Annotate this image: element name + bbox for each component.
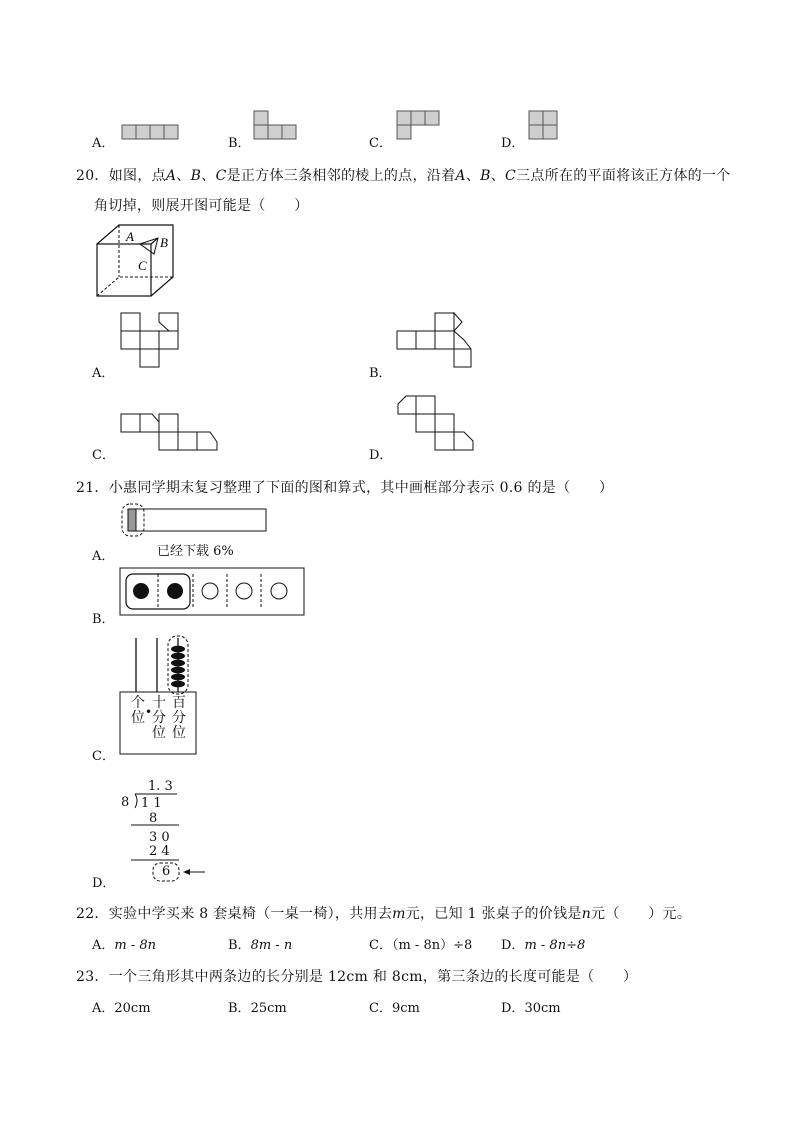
q23-option-c-text: 9cm	[391, 1001, 420, 1016]
q19-option-a-label: A．	[92, 136, 115, 151]
q23-stem: 23．一个三角形其中两条边的长分别是 12cm 和 8cm，第三条边的长度可能是（ ）	[76, 969, 638, 985]
q19-option-c-figure	[397, 111, 443, 143]
abacus-ones-label: 个 位	[131, 695, 145, 726]
q20-option-d-net	[396, 394, 476, 458]
q20-stem-line2: 角切掉，则展开图可能是（ ）	[94, 198, 309, 214]
division-step2: 3 0	[149, 830, 170, 845]
q23-option-a-label: A．	[92, 1001, 115, 1016]
q23-option-b-label: B．	[228, 1001, 251, 1016]
q20-option-b-net	[394, 312, 474, 372]
q20-text-c: 三点所在的平面将该正方体的一个	[516, 168, 731, 184]
q19-option-d-label: D．	[501, 136, 525, 151]
q22-option-c	[369, 934, 472, 953]
abacus-decimal-dot: •	[145, 705, 153, 719]
division-step3: 2 4	[149, 844, 170, 859]
q21-option-b-circles-figure	[119, 567, 307, 617]
q21-option-d-label: D．	[92, 876, 116, 891]
q20-sep3: 、	[465, 168, 481, 184]
q21-option-a-progress-figure	[120, 503, 270, 539]
q22-option-b-label: B．	[228, 938, 251, 953]
abacus-tenths-label: 十 分 位	[152, 695, 166, 741]
abacus-hundredths-label: 百 分 位	[172, 695, 186, 741]
q22-option-d-text: m - 8n÷8	[524, 938, 586, 953]
division-remainder: 6	[162, 864, 171, 879]
q20-option-d-label: D．	[369, 448, 393, 463]
q23-option-d	[501, 997, 561, 1016]
q22-option-a	[92, 934, 156, 953]
q19-option-b-label: B．	[228, 136, 251, 151]
q19-option-c-label: C．	[369, 136, 392, 151]
q20-sep2: 、	[201, 168, 216, 184]
division-dividend: 1 1	[141, 796, 162, 811]
q20-sep1: 、	[176, 168, 191, 184]
q20-cube-figure	[96, 224, 188, 300]
q20-option-b-label: B．	[369, 366, 392, 381]
var-c2: C	[505, 168, 517, 184]
q20-option-c-label: C．	[92, 448, 115, 463]
q19-option-d-figure	[529, 111, 561, 143]
q19-option-b-figure	[254, 111, 300, 143]
var-a2: A	[455, 168, 466, 184]
q20-stem-line1	[76, 165, 731, 185]
cube-label-a: A	[126, 229, 134, 244]
q22-option-b	[228, 934, 292, 953]
q21-stem: 21．小惠同学期末复习整理了下面的图和算式，其中画框部分表示 0.6 的是（ ）	[76, 480, 614, 496]
q22-option-c-label: C．	[369, 938, 392, 953]
q20-option-a-label: A．	[92, 366, 115, 381]
var-c: C	[215, 168, 227, 184]
q21-option-c-label: C．	[92, 749, 115, 764]
q22-option-a-text: m - 8n	[114, 938, 157, 953]
q22-option-c-text: （m - 8n）÷8	[391, 938, 473, 953]
q22-option-d-label: D．	[501, 938, 525, 953]
q21-option-a-label: A．	[92, 549, 115, 564]
cube-label-b: B	[160, 235, 168, 250]
var-n: n	[581, 906, 592, 922]
q22-option-b-text: 8m - n	[250, 938, 293, 953]
q22-text-a: 22．实验中学买来 8 套桌椅（一桌一椅），共用去	[76, 906, 393, 922]
q20-sep4: 、	[490, 168, 506, 184]
q20-text-a: 20．如图，点	[76, 168, 166, 184]
q22-option-a-label: A．	[92, 938, 115, 953]
var-m: m	[392, 906, 406, 922]
var-a: A	[165, 168, 177, 184]
q20-text-b: 是正方体三条相邻的棱上的点，沿着	[226, 168, 456, 184]
q20-option-c-net	[120, 412, 220, 458]
q22-text-b: 元，已知 1 张桌子的价钱是	[405, 906, 582, 922]
division-divisor: 8	[121, 795, 130, 810]
q21-option-b-label: B．	[92, 612, 115, 627]
q23-option-a-text: 20cm	[114, 1001, 151, 1016]
var-b2: B	[480, 168, 491, 184]
var-b: B	[190, 168, 202, 184]
q21-download-caption: 已经下载 6%	[157, 544, 234, 559]
q23-option-b-text: 25cm	[250, 1001, 287, 1016]
division-lines-figure	[125, 790, 215, 886]
q20-option-a-net	[120, 312, 184, 372]
q23-option-b	[228, 997, 287, 1016]
division-quotient: 1. 3	[148, 779, 173, 794]
q23-option-d-text: 30cm	[524, 1001, 561, 1016]
q22-stem	[76, 903, 691, 923]
q23-option-c-label: C．	[369, 1001, 392, 1016]
q22-text-c: 元（ ）元。	[591, 906, 692, 922]
q19-option-a-figure	[122, 125, 180, 141]
cube-label-c: C	[138, 258, 147, 273]
q23-option-a	[92, 997, 151, 1016]
q23-option-d-label: D．	[501, 1001, 525, 1016]
q22-option-d	[501, 934, 585, 953]
division-step1: 8	[149, 811, 158, 826]
q23-option-c	[369, 997, 420, 1016]
